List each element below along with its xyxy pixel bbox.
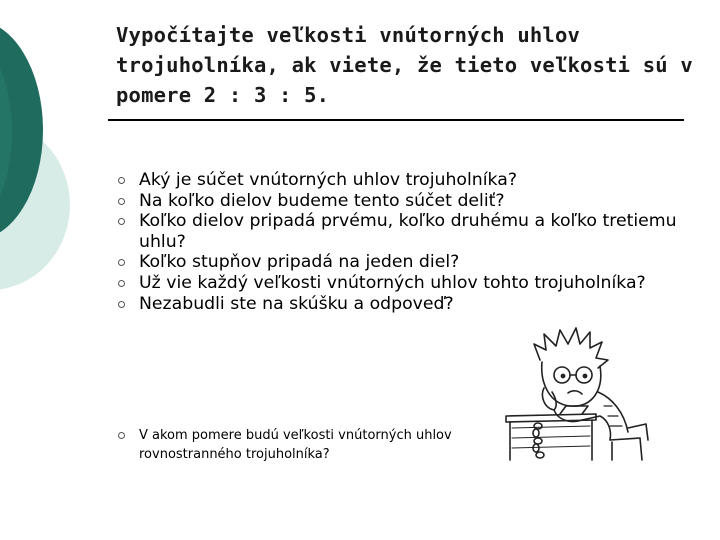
question-list xyxy=(118,170,698,314)
question-item xyxy=(118,252,698,273)
extra-question-item xyxy=(118,426,498,464)
extra-question-text: V akom pomere budú veľkosti vnútorných uhlov rovnostranného trojuholníka? xyxy=(139,428,452,462)
bullet-circle-icon xyxy=(118,280,125,287)
thinking-student-clipart xyxy=(500,320,650,465)
slide-title: Vypočítajte veľkosti vnútorných uhlov trojuholníka, ak viete, že tieto veľkosti sú v pomere 2 : 3 : 5. xyxy=(116,23,693,107)
slide-corner-decoration xyxy=(0,0,100,300)
question-text: Koľko dielov pripadá prvému, koľko druhému a koľko tretiemu uhlu? xyxy=(139,211,677,252)
bullet-circle-icon xyxy=(118,301,125,308)
question-item xyxy=(118,191,698,212)
bullet-circle-icon xyxy=(118,177,125,184)
bullet-circle-icon xyxy=(118,432,125,439)
bullet-circle-icon xyxy=(118,198,125,205)
question-item xyxy=(118,170,698,191)
question-text: Aký je súčet vnútorných uhlov trojuholníka? xyxy=(139,170,518,190)
bullet-circle-icon xyxy=(118,218,125,225)
question-text: Koľko stupňov pripadá na jeden diel? xyxy=(139,252,460,273)
question-item xyxy=(118,211,698,252)
question-text: Už vie každý veľkosti vnútorných uhlov tohto trojuholníka? xyxy=(139,272,646,293)
bullet-circle-icon xyxy=(118,259,125,266)
question-item xyxy=(118,273,698,294)
question-item xyxy=(118,294,698,315)
question-text: Nezabudli ste na skúšku a odpoveď? xyxy=(139,293,454,314)
title-divider xyxy=(108,119,684,121)
question-text: Na koľko dielov budeme tento súčet deliť? xyxy=(139,190,505,211)
